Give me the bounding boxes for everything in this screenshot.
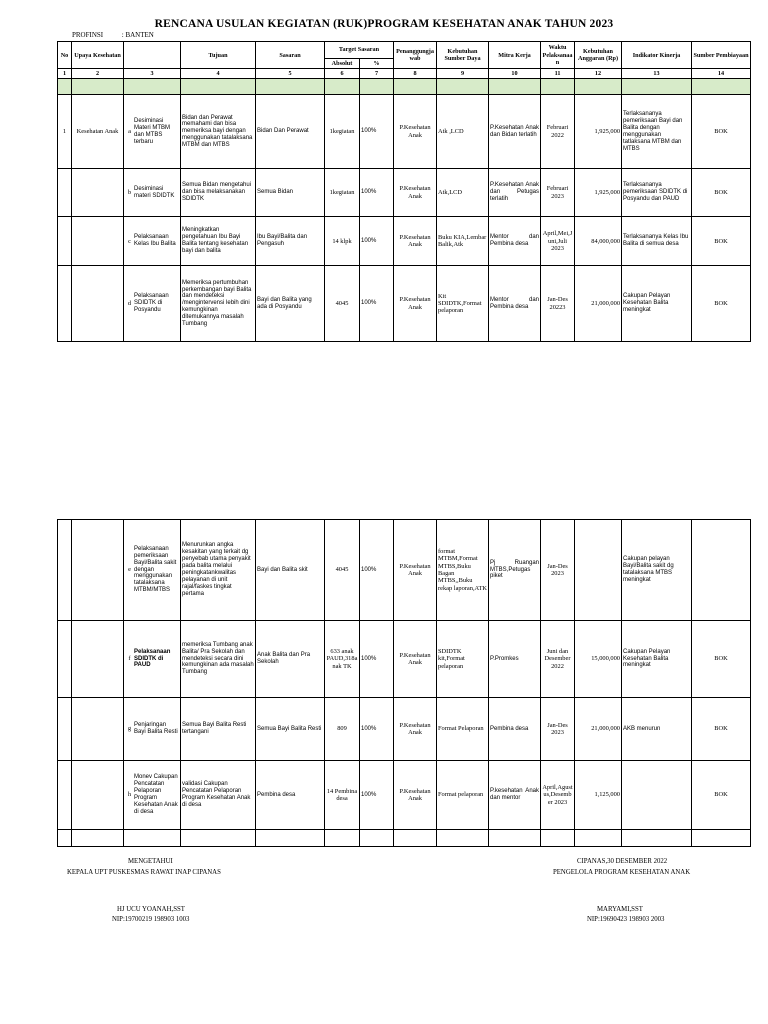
col-sumber: Sumber Pembiayaan (692, 42, 751, 69)
cell-sumber: BOK (692, 621, 751, 698)
cell-no (58, 217, 72, 266)
cell-anggaran: 1,925,000 (575, 169, 622, 217)
cell-kegiatan (124, 95, 181, 169)
cell-persen: 100% (360, 621, 394, 698)
cell-mitra: Mentor dan Pembina desa (489, 217, 541, 266)
table-row (58, 266, 751, 342)
cell-kebutuhan-sd: format MTBM,Format MTBS,Buku Bagan MTBS,,Buku rekap laporan,ATK (437, 520, 489, 621)
cell-kebutuhan-sd: Format Pelaporan (437, 698, 489, 761)
cell-tujuan: validasi Cakupan Pencatatan Pelaporan Program Kesehatan Anak di desa (181, 761, 256, 830)
col-tujuan: Tujuan (181, 42, 256, 69)
cell-sumber: BOK (692, 266, 751, 342)
cell-sasaran: Ibu Bayi/Balita dan Pengasuh (256, 217, 325, 266)
cell-letter: b (127, 189, 132, 197)
table-row (58, 761, 751, 830)
cell-kegiatan-text: Pelaksanaan pemeriksaan Bayi/Balita sakit dengan menggunakan tatalaksana MTBM/MTBS (134, 545, 177, 594)
cell-waktu: April,Mei,Juni,Juli 2023 (541, 217, 575, 266)
col-number: 8 (394, 69, 437, 79)
cell-sasaran: Anak Balita dan Pra Sekolah (256, 621, 325, 698)
cell-waktu: Februari 2023 (541, 169, 575, 217)
table-row (58, 217, 751, 266)
cell-indikator: Terlaksananya pemeriksaan SDIDTK di Posyandu dan PAUD (622, 169, 692, 217)
cell-pj: P.Kesehatan Anak (394, 95, 437, 169)
cell-no (58, 266, 72, 342)
footer-right-date: CIPANAS,30 DESEMBER 2022 (577, 858, 668, 865)
table-row (58, 520, 751, 621)
col-anggaran: Kebutuhan Anggaran (Rp) (575, 42, 622, 69)
cell-sumber: BOK (692, 217, 751, 266)
cell-sasaran: Pembina desa (256, 761, 325, 830)
header-row (58, 42, 751, 59)
footer-right-role: PENGELOLA PROGRAM KESEHATAN ANAK (553, 869, 691, 876)
cell-no (58, 520, 72, 621)
cell-absolut: 1kegiatan (325, 95, 360, 169)
col-number: 10 (489, 69, 541, 79)
cell-anggaran: 15,000,000 (575, 621, 622, 698)
cell-pj: P.Kesehatan Anak (394, 621, 437, 698)
col-kegiatan-letter (124, 42, 181, 69)
col-indikator: Indikator Kinerja (622, 42, 692, 69)
cell-waktu: Jan-Des 2023 (541, 520, 575, 621)
cell-upaya (72, 217, 124, 266)
cell-upaya (72, 520, 124, 621)
col-number: 4 (181, 69, 256, 79)
cell-pj: P.Kesehatan Anak (394, 266, 437, 342)
cell-indikator: Terlaksananya pemeriksaan Bayi dan Balita dengan menggunakan tatlaksana MTBM dan MTBS (622, 95, 692, 169)
cell-sumber (692, 520, 751, 621)
cell-indikator: Cakupan Pelayan Kesehatan Balita meningkat (622, 621, 692, 698)
cell-persen: 100% (360, 520, 394, 621)
col-number: 7 (360, 69, 394, 79)
cell-absolut: 4045 (325, 266, 360, 342)
cell-kegiatan (124, 266, 181, 342)
cell-kegiatan-text: Desiminasi Materi MTBM dan MTBS terbaru (134, 117, 170, 145)
table-row (58, 621, 751, 698)
col-number: 9 (437, 69, 489, 79)
cell-anggaran: 84,000,000 (575, 217, 622, 266)
cell-kegiatan (124, 698, 181, 761)
cell-kebutuhan-sd: Atk,LCD (437, 169, 489, 217)
cell-absolut: 14 klpk (325, 217, 360, 266)
cell-sumber: BOK (692, 761, 751, 830)
cell-anggaran: 1,925,000 (575, 95, 622, 169)
cell-kebutuhan-sd: Format pelaporan (437, 761, 489, 830)
cell-no (58, 621, 72, 698)
cell-letter: g (127, 725, 132, 733)
col-number: 14 (692, 69, 751, 79)
cell-letter: f (128, 655, 131, 663)
province-label: PROFINSI (72, 31, 104, 39)
cell-waktu: Jan-Des 2023 (541, 698, 575, 761)
cell-persen: 100% (360, 95, 394, 169)
col-number: 11 (541, 69, 575, 79)
cell-tujuan: Semua Bidan mengetahui dan bisa melaksanakan SDIDTK (181, 169, 256, 217)
col-persen: % (360, 59, 394, 69)
col-kebutuhan-sd: Kebutuhan Sumber Daya (437, 42, 489, 69)
cell-kegiatan (124, 761, 181, 830)
cell-sasaran: Bayi dan Balita skit (256, 520, 325, 621)
cell-absolut: 4045 (325, 520, 360, 621)
cell-indikator: Terlaksananya Kelas Ibu Balita di semua desa (622, 217, 692, 266)
cell-letter: c (128, 237, 131, 245)
footer-right-name: MARYAMI,SST (597, 906, 643, 913)
footer-left-title: MENGETAHUI (128, 858, 173, 865)
col-number: 13 (622, 69, 692, 79)
cell-mitra: P.Kesehatan Anak dan Bidan terlatih (489, 95, 541, 169)
cell-sumber: BOK (692, 169, 751, 217)
cell-upaya (72, 761, 124, 830)
cell-pj: P.Kesehatan Anak (394, 520, 437, 621)
cell-kegiatan-text: Monev Cakupan Pencatatan Pelaporan Program Kesehatan Anak di desa (134, 774, 178, 815)
cell-kegiatan (124, 217, 181, 266)
cell-tujuan: Bidan dan Perawat memahami dan bisa memeriksa bayi dengan menggunakan tatalaksana MTBM dan MTBS (181, 95, 256, 169)
cell-anggaran: 1,125,000 (575, 761, 622, 830)
cell-persen: 100% (360, 761, 394, 830)
cell-kebutuhan-sd: Atk ,LCD (437, 95, 489, 169)
cell-indikator (622, 761, 692, 830)
cell-upaya (72, 266, 124, 342)
cell-absolut: 633 anak PAUD,318anak TK (325, 621, 360, 698)
ruk-table-page1 (57, 41, 751, 342)
cell-mitra: Pembina desa (489, 698, 541, 761)
footer-left-nip: NIP:19700219 198903 1003 (112, 916, 190, 923)
cell-letter: h (127, 791, 132, 799)
cell-tujuan: Memeriksa pertumbuhan perkembangan bayi Balita dan mendeteksi /mengintervensi lebih dini kemungkinan ditemukannya masalah Tumbang (181, 266, 256, 342)
col-waktu: Waktu Pelaksanaan (541, 42, 575, 69)
cell-absolut: 1kegiatan (325, 169, 360, 217)
cell-absolut: 14 Pembina desa (325, 761, 360, 830)
cell-tujuan: Semua Bayi Balita Resti tertangani (181, 698, 256, 761)
col-mitra: Mitra Kerja (489, 42, 541, 69)
cell-indikator: AKB menurun (622, 698, 692, 761)
cell-persen: 100% (360, 169, 394, 217)
cell-mitra: Pj Ruangan MTBS,Petugas piket (489, 520, 541, 621)
col-absolut: Absolut (325, 59, 360, 69)
cell-kebutuhan-sd: Kit SDIDTK,Format pelaporan (437, 266, 489, 342)
col-upaya: Upaya Kesehatan (72, 42, 124, 69)
col-number: 6 (325, 69, 360, 79)
cell-no (58, 698, 72, 761)
cell-kegiatan (124, 621, 181, 698)
cell-tujuan: Menurunkan angka kesakitan yang terkait dg penyebab utama penyakit pada balita melalui peningkatankwalitas pelayanan di unit rajal/faskes tingkat pertama (181, 520, 256, 621)
col-number: 2 (72, 69, 124, 79)
cell-pj: P.Kesehatan Anak (394, 217, 437, 266)
cell-sumber: BOK (692, 698, 751, 761)
col-number: 3 (124, 69, 181, 79)
cell-persen: 100% (360, 217, 394, 266)
col-pj: Penanggungja wab (394, 42, 437, 69)
cell-kegiatan-text: Pelaksanaan SDIDTK di Posyandu (134, 293, 169, 314)
table-row (58, 698, 751, 761)
footer-left-org: KEPALA UPT PUSKESMAS RAWAT INAP CIPANAS (67, 869, 221, 876)
cell-kebutuhan-sd: Buku KIA,Lembar Balik,Atk (437, 217, 489, 266)
cell-sasaran: Bidan Dan Perawat (256, 95, 325, 169)
footer-left-name: HJ UCU YOANAH,SST (117, 906, 185, 913)
cell-tujuan: Meningkatkan pengetahuan Ibu Bayi Balita tentang kesehatan bayi dan balita (181, 217, 256, 266)
cell-waktu: Jan-Des 20223 (541, 266, 575, 342)
cell-tujuan: memeriksa Tumbang anak Balita/ Pra Sekolah dan mendeteksi secara dini kemungkinan ada masalah Tumbang (181, 621, 256, 698)
cell-no (58, 169, 72, 217)
cell-pj: P.Kesehatan Anak (394, 698, 437, 761)
cell-pj: P.Kesehatan Anak (394, 169, 437, 217)
cell-upaya (72, 698, 124, 761)
cell-pj: P.Kesehatan Anak (394, 761, 437, 830)
cell-no: 1 (58, 95, 72, 169)
cell-letter: e (128, 566, 131, 574)
cell-indikator: Cakupan pelayan Bayi/Balita sakit dg tatalaksana MTBS meningkat (622, 520, 692, 621)
cell-sasaran: Semua Bayi Balita Resti (256, 698, 325, 761)
province-value: : BANTEN (121, 31, 154, 39)
cell-anggaran: 21,000,000 (575, 266, 622, 342)
cell-mitra: Mentor dan Pembina desa (489, 266, 541, 342)
col-number: 12 (575, 69, 622, 79)
cell-anggaran (575, 520, 622, 621)
cell-kegiatan-text: Penjaringan Bayi Balita Resti (134, 722, 178, 735)
table-row (58, 169, 751, 217)
cell-absolut: 809 (325, 698, 360, 761)
green-band-row (58, 79, 751, 95)
document-title: RENCANA USULAN KEGIATAN (RUK)PROGRAM KESEHATAN ANAK TAHUN 2023 (154, 18, 614, 30)
cell-waktu: Juni dan Desember 2022 (541, 621, 575, 698)
cell-waktu: Februari 2022 (541, 95, 575, 169)
cell-indikator: Cakupan Pelayan Kesehatan Balita meningkat (622, 266, 692, 342)
empty-row (58, 830, 751, 847)
cell-letter: a (128, 128, 131, 136)
cell-waktu: April,Agustus,Desember 2023 (541, 761, 575, 830)
column-number-row (58, 69, 751, 79)
cell-mitra: P.kesehatan Anak dan mentor (489, 761, 541, 830)
cell-mitra: P.Kesehatan Anak dan Petugas terlatih (489, 169, 541, 217)
cell-no (58, 761, 72, 830)
ruk-table-page2 (57, 519, 751, 847)
cell-persen: 100% (360, 266, 394, 342)
cell-letter: d (127, 300, 132, 308)
cell-sasaran: Semua Bidan (256, 169, 325, 217)
footer-right-nip: NIP:19690423 198903 2003 (587, 916, 665, 923)
cell-sasaran: Bayi dan Balita yang ada di Posyandu (256, 266, 325, 342)
col-sasaran: Sasaran (256, 42, 325, 69)
cell-upaya (72, 169, 124, 217)
col-number: 1 (58, 69, 72, 79)
cell-mitra: P.Promkes (489, 621, 541, 698)
table-row (58, 95, 751, 169)
cell-kegiatan (124, 520, 181, 621)
cell-anggaran: 21,000,000 (575, 698, 622, 761)
cell-sumber: BOK (692, 95, 751, 169)
cell-upaya: Kesehatan Anak (72, 95, 124, 169)
cell-kegiatan-text: Desiminasi materi SDIDTK (134, 185, 175, 199)
col-target: Target Sasaran (325, 42, 394, 59)
col-no: No (58, 42, 72, 69)
cell-kegiatan-text: Pelaksanaan SDIDTK di PAUD (134, 648, 171, 669)
cell-kebutuhan-sd: SDIDTK kit,Format pelaporan (437, 621, 489, 698)
cell-kegiatan (124, 169, 181, 217)
cell-kegiatan-text: Pelaksanaan Kelas Ibu Balita (134, 234, 176, 248)
cell-upaya (72, 621, 124, 698)
province-line (72, 31, 154, 39)
col-number: 5 (256, 69, 325, 79)
cell-persen: 100% (360, 698, 394, 761)
